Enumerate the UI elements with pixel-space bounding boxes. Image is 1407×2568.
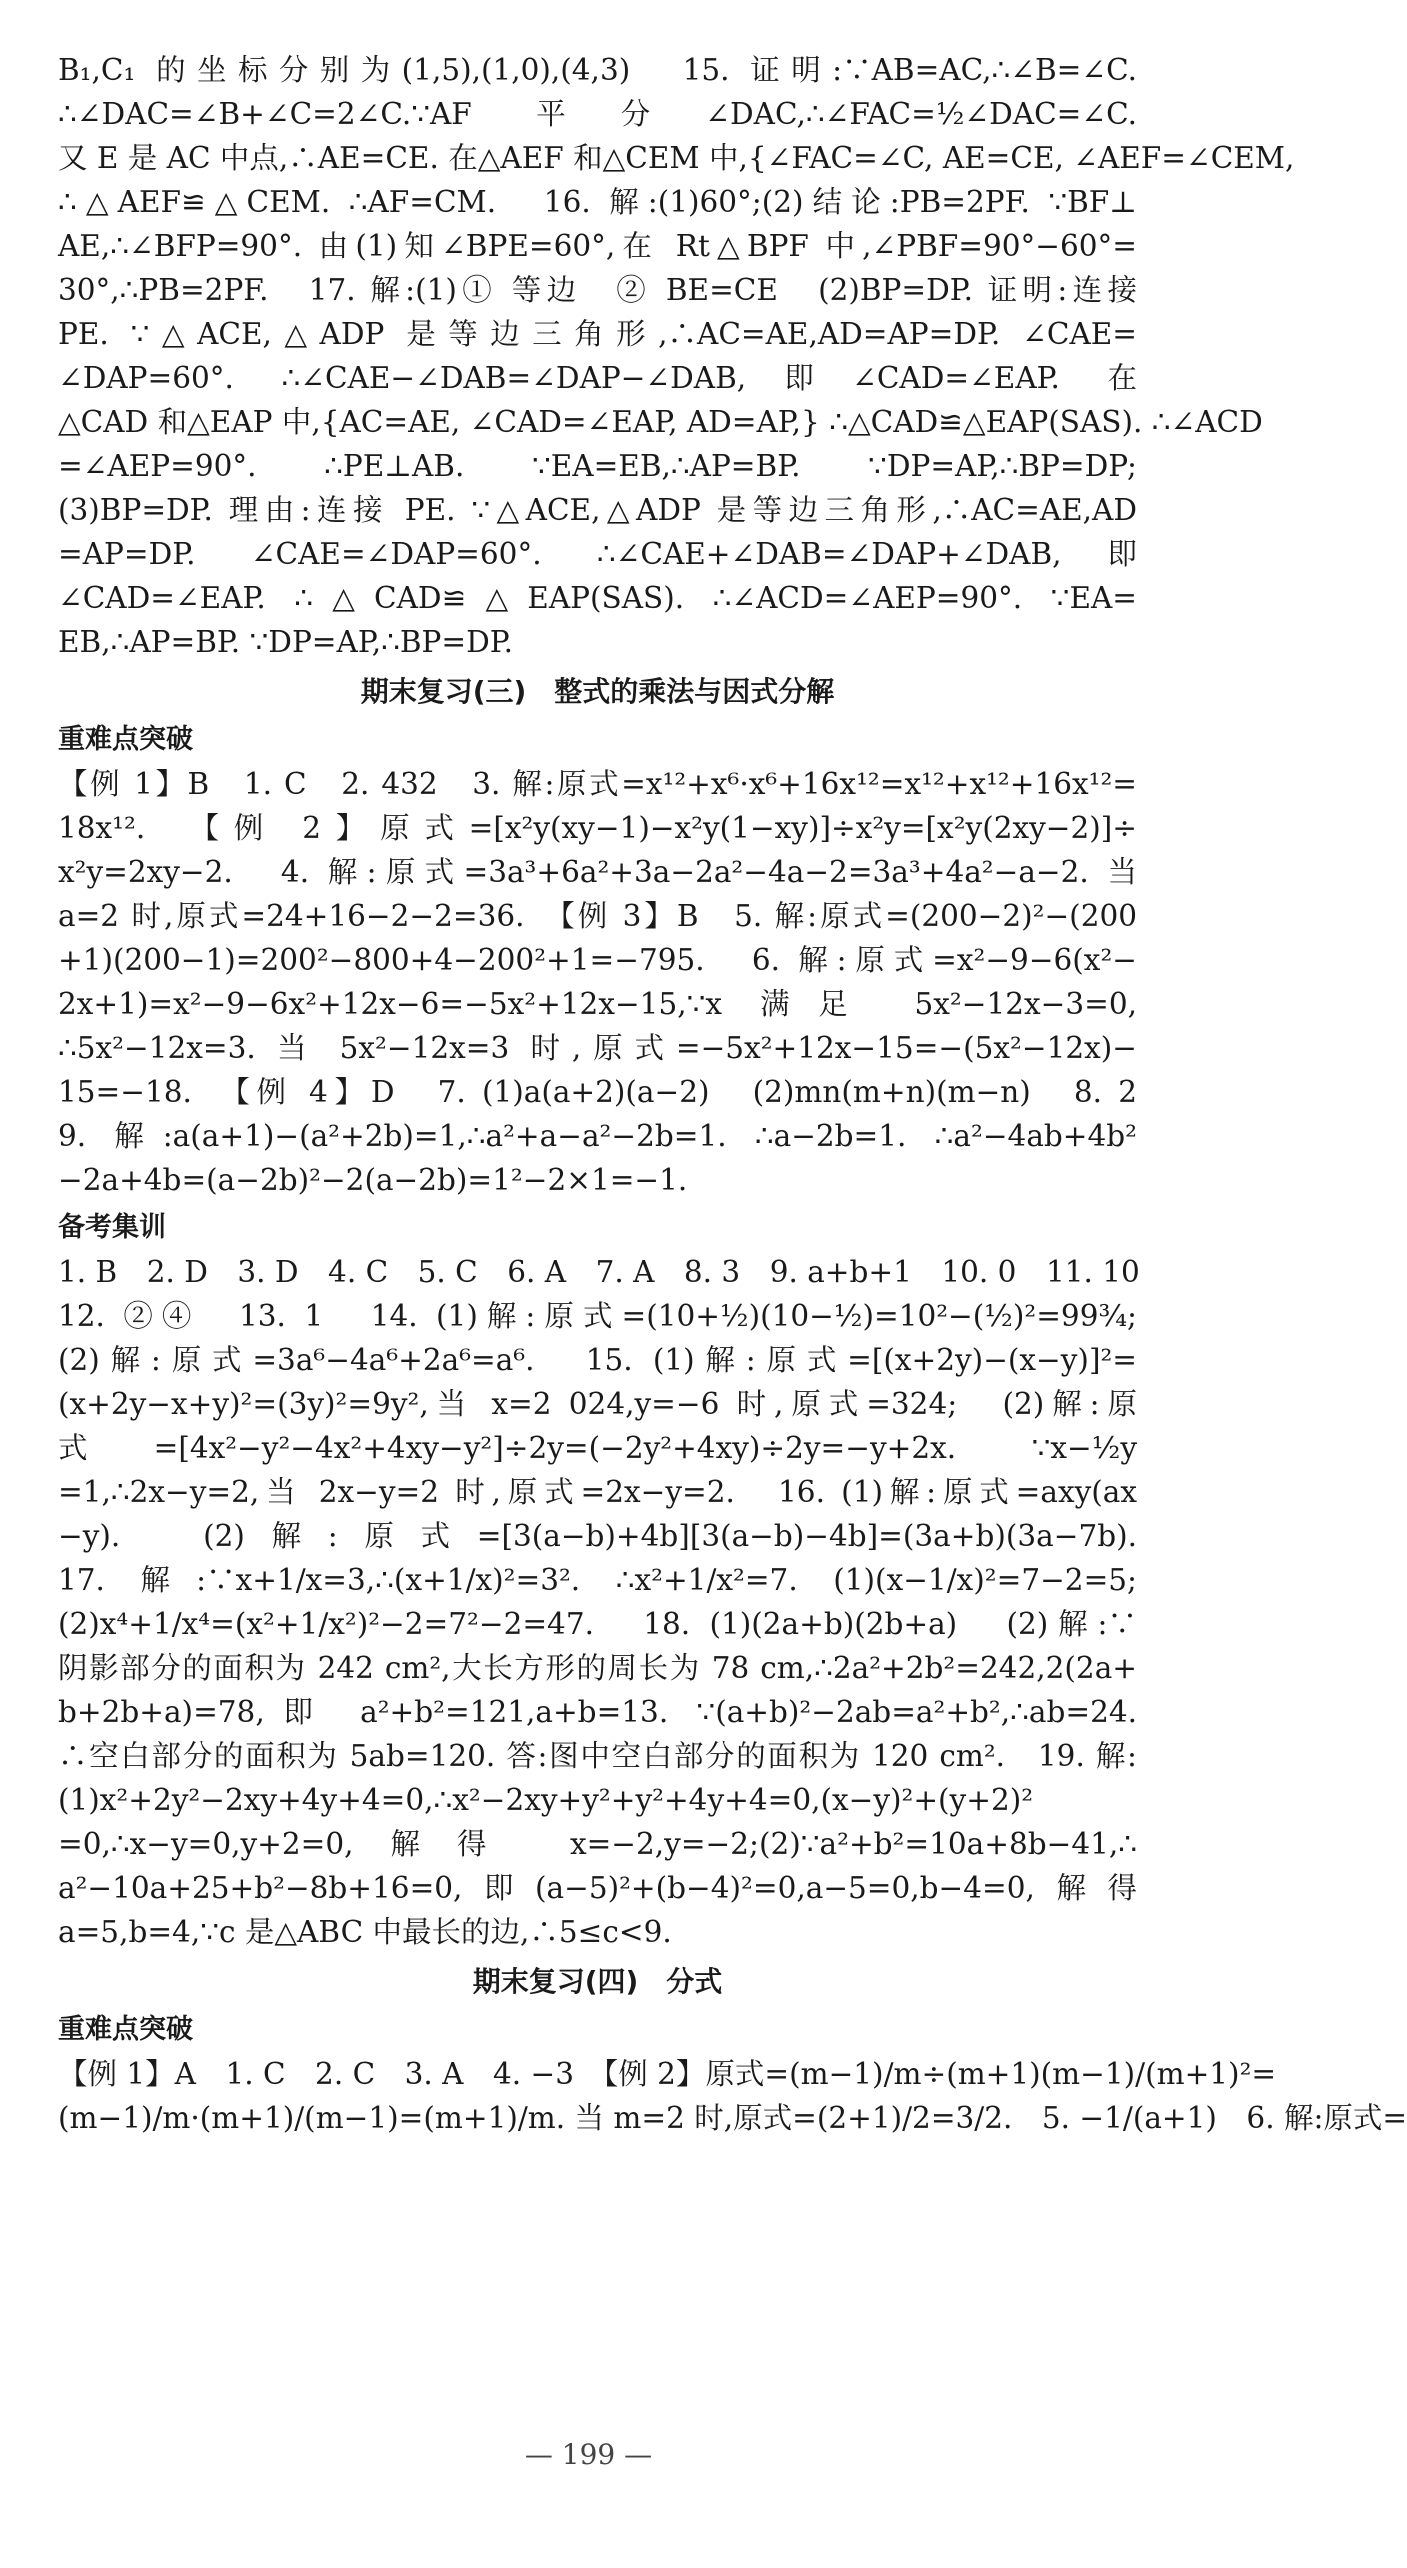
text-line: ∴△AEF≌△CEM. ∴AF=CM. 16. 解:(1)60°;(2)结论:PB=2PF. ∵BF⊥ bbox=[58, 185, 1137, 219]
text-line: =0,∴x−y=0,y+2=0,解得 x=−2,y=−2;(2)∵a²+b²=10a+8b−41,∴ bbox=[58, 1827, 1137, 1861]
text-line: =1,∴2x−y=2,当 2x−y=2 时,原式=2x−y=2. 16. (1)解:原式=axy(ax bbox=[58, 1475, 1137, 1509]
text-line: ∴∠DAC=∠B+∠C=2∠C.∵AF 平分∠DAC,∴∠FAC=½∠DAC=∠C. bbox=[58, 97, 1137, 131]
text-line: b+2b+a)=78,即 a²+b²=121,a+b=13. ∵(a+b)²−2ab=a²+b²,∴ab=24. bbox=[58, 1695, 1137, 1729]
text-line: ∠CAD=∠EAP. ∴△CAD≌△EAP(SAS). ∴∠ACD=∠AEP=90°. ∵EA= bbox=[58, 581, 1137, 615]
answer-block-key-points bbox=[58, 762, 1137, 1202]
text-line: 阴影部分的面积为 242 cm²,大长方形的周长为 78 cm,∴2a²+2b²=242,2(2a+ bbox=[58, 1651, 1137, 1685]
text-line: 式=[4x²−y²−4x²+4xy−y²]÷2y=(−2y²+4xy)÷2y=−y+2x. ∵x−½y bbox=[58, 1431, 1137, 1465]
text-line: (x+2y−x+y)²=(3y)²=9y²,当 x=2 024,y=−6 时,原式=324; (2)解:原 bbox=[58, 1387, 1137, 1421]
text-line: 【例 1】B 1. C 2. 432 3. 解:原式=x¹²+x⁶·x⁶+16x¹²=x¹²+x¹²+16x¹²= bbox=[58, 767, 1137, 801]
text-line: PE. ∵△ACE,△ADP 是等边三角形,∴AC=AE,AD=AP=DP. ∠CAE= bbox=[58, 317, 1137, 351]
section-heading: 期末复习(四) 分式 bbox=[472, 1965, 723, 1998]
text-line: 1. B 2. D 3. D 4. C 5. C 6. A 7. A 8. 3 9. a+b+1 10. 0 11. 10 bbox=[58, 1255, 1140, 1289]
answer-block-practice bbox=[58, 1250, 1140, 1954]
text-line: 18x¹². 【例 2】原式=[x²y(xy−1)−x²y(1−xy)]÷x²y=[x²y(2xy−2)]÷ bbox=[58, 811, 1137, 845]
text-line: −y). (2)解:原式=[3(a−b)+4b][3(a−b)−4b]=(3a+b)(3a−7b). bbox=[58, 1519, 1137, 1553]
text-line: 【例 1】A 1. C 2. C 3. A 4. −3 【例 2】原式=(m−1)/m÷(m+1)(m−1)/(m+1)²= bbox=[58, 2057, 1277, 2091]
section-heading: 期末复习(三) 整式的乘法与因式分解 bbox=[360, 675, 835, 708]
text-line: −2a+4b=(a−2b)²−2(a−2b)=1²−2×1=−1. bbox=[58, 1163, 688, 1197]
text-line: =∠AEP=90°. ∴PE⊥AB. ∵EA=EB,∴AP=BP. ∵DP=AP,∴BP=DP; bbox=[58, 449, 1137, 483]
text-line: a=5,b=4,∵c 是△ABC 中最长的边,∴5≤c<9. bbox=[58, 1915, 672, 1949]
page-number: — 199 — bbox=[524, 2438, 653, 2471]
text-line: =AP=DP. ∠CAE=∠DAP=60°. ∴∠CAE+∠DAB=∠DAP+∠DAB,即 bbox=[58, 537, 1137, 571]
text-line: 9. 解:a(a+1)−(a²+2b)=1,∴a²+a−a²−2b=1. ∴a−2b=1. ∴a²−4ab+4b² bbox=[58, 1119, 1137, 1153]
text-line: (2)x⁴+1/x⁴=(x²+1/x²)²−2=7²−2=47. 18. (1)(2a+b)(2b+a) (2)解:∵ bbox=[58, 1607, 1137, 1641]
text-line: 12. ②④ 13. 1 14. (1)解:原式=(10+½)(10−½)=10²−(½)²=99¾; bbox=[58, 1299, 1137, 1333]
text-line: 又 E 是 AC 中点,∴AE=CE. 在△AEF 和△CEM 中,{∠FAC=∠C, AE=CE, ∠AEF=∠CEM, bbox=[58, 141, 1295, 175]
text-line: x²y=2xy−2. 4. 解:原式=3a³+6a²+3a−2a²−4a−2=3a³+4a²−a−2. 当 bbox=[58, 855, 1137, 889]
text-line: +1)(200−1)=200²−800+4−200²+1=−795. 6. 解:原式=x²−9−6(x²− bbox=[58, 943, 1137, 977]
text-line: 17. 解:∵x+1/x=3,∴(x+1/x)²=3². ∴x²+1/x²=7. (1)(x−1/x)²=7−2=5; bbox=[58, 1563, 1137, 1597]
subsection-title: 重难点突破 bbox=[58, 724, 193, 755]
text-line: ∠DAP=60°. ∴∠CAE−∠DAB=∠DAP−∠DAB,即∠CAD=∠EAP. 在 bbox=[58, 361, 1137, 395]
text-line: 30°,∴PB=2PF. 17. 解:(1)① 等边 ② BE=CE (2)BP=DP. 证明:连接 bbox=[58, 273, 1137, 307]
text-line: B₁,C₁ 的坐标分别为(1,5),(1,0),(4,3) 15. 证明:∵AB=AC,∴∠B=∠C. bbox=[58, 53, 1137, 87]
text-line: (m−1)/m·(m+1)/(m−1)=(m+1)/m. 当 m=2 时,原式=(2+1)/2=3/2. 5. −1/(a+1) 6. 解:原式= bbox=[58, 2101, 1407, 2135]
text-line: (2)解:原式=3a⁶−4a⁶+2a⁶=a⁶. 15. (1)解:原式=[(x+2y)−(x−y)]²= bbox=[58, 1343, 1137, 1377]
text-line: EB,∴AP=BP. ∵DP=AP,∴BP=DP. bbox=[58, 625, 513, 659]
answer-block-geometry bbox=[58, 48, 1295, 664]
answer-block-fractions bbox=[58, 2052, 1407, 2140]
text-line: AE,∴∠BFP=90°. 由(1)知∠BPE=60°,在 Rt△BPF 中,∠PBF=90°−60°= bbox=[58, 229, 1137, 263]
subsection-title: 备考集训 bbox=[58, 1212, 166, 1243]
text-line: ∴5x²−12x=3. 当 5x²−12x=3 时,原式=−5x²+12x−15=−(5x²−12x)− bbox=[58, 1031, 1137, 1065]
text-line: a²−10a+25+b²−8b+16=0,即(a−5)²+(b−4)²=0,a−5=0,b−4=0,解得 bbox=[58, 1871, 1137, 1905]
text-line: 2x+1)=x²−9−6x²+12x−6=−5x²+12x−15,∵x 满足 5x²−12x−3=0, bbox=[58, 987, 1137, 1021]
text-line: (3)BP=DP. 理由:连接 PE. ∵△ACE,△ADP 是等边三角形,∴AC=AE,AD bbox=[58, 493, 1137, 527]
text-line: a=2 时,原式=24+16−2−2=36. 【例 3】B 5. 解:原式=(200−2)²−(200 bbox=[58, 899, 1137, 933]
text-line: 15=−18. 【例 4】D 7. (1)a(a+2)(a−2) (2)mn(m+n)(m−n) 8. 2 bbox=[58, 1075, 1137, 1109]
text-line: ∴空白部分的面积为 5ab=120. 答:图中空白部分的面积为 120 cm². 19. 解: bbox=[58, 1739, 1137, 1773]
text-line: △CAD 和△EAP 中,{AC=AE, ∠CAD=∠EAP, AD=AP,} ∴△CAD≌△EAP(SAS). ∴∠ACD bbox=[58, 405, 1263, 439]
subsection-title: 重难点突破 bbox=[58, 2014, 193, 2045]
text-line: (1)x²+2y²−2xy+4y+4=0,∴x²−2xy+y²+y²+4y+4=0,(x−y)²+(y+2)² bbox=[58, 1783, 1034, 1817]
